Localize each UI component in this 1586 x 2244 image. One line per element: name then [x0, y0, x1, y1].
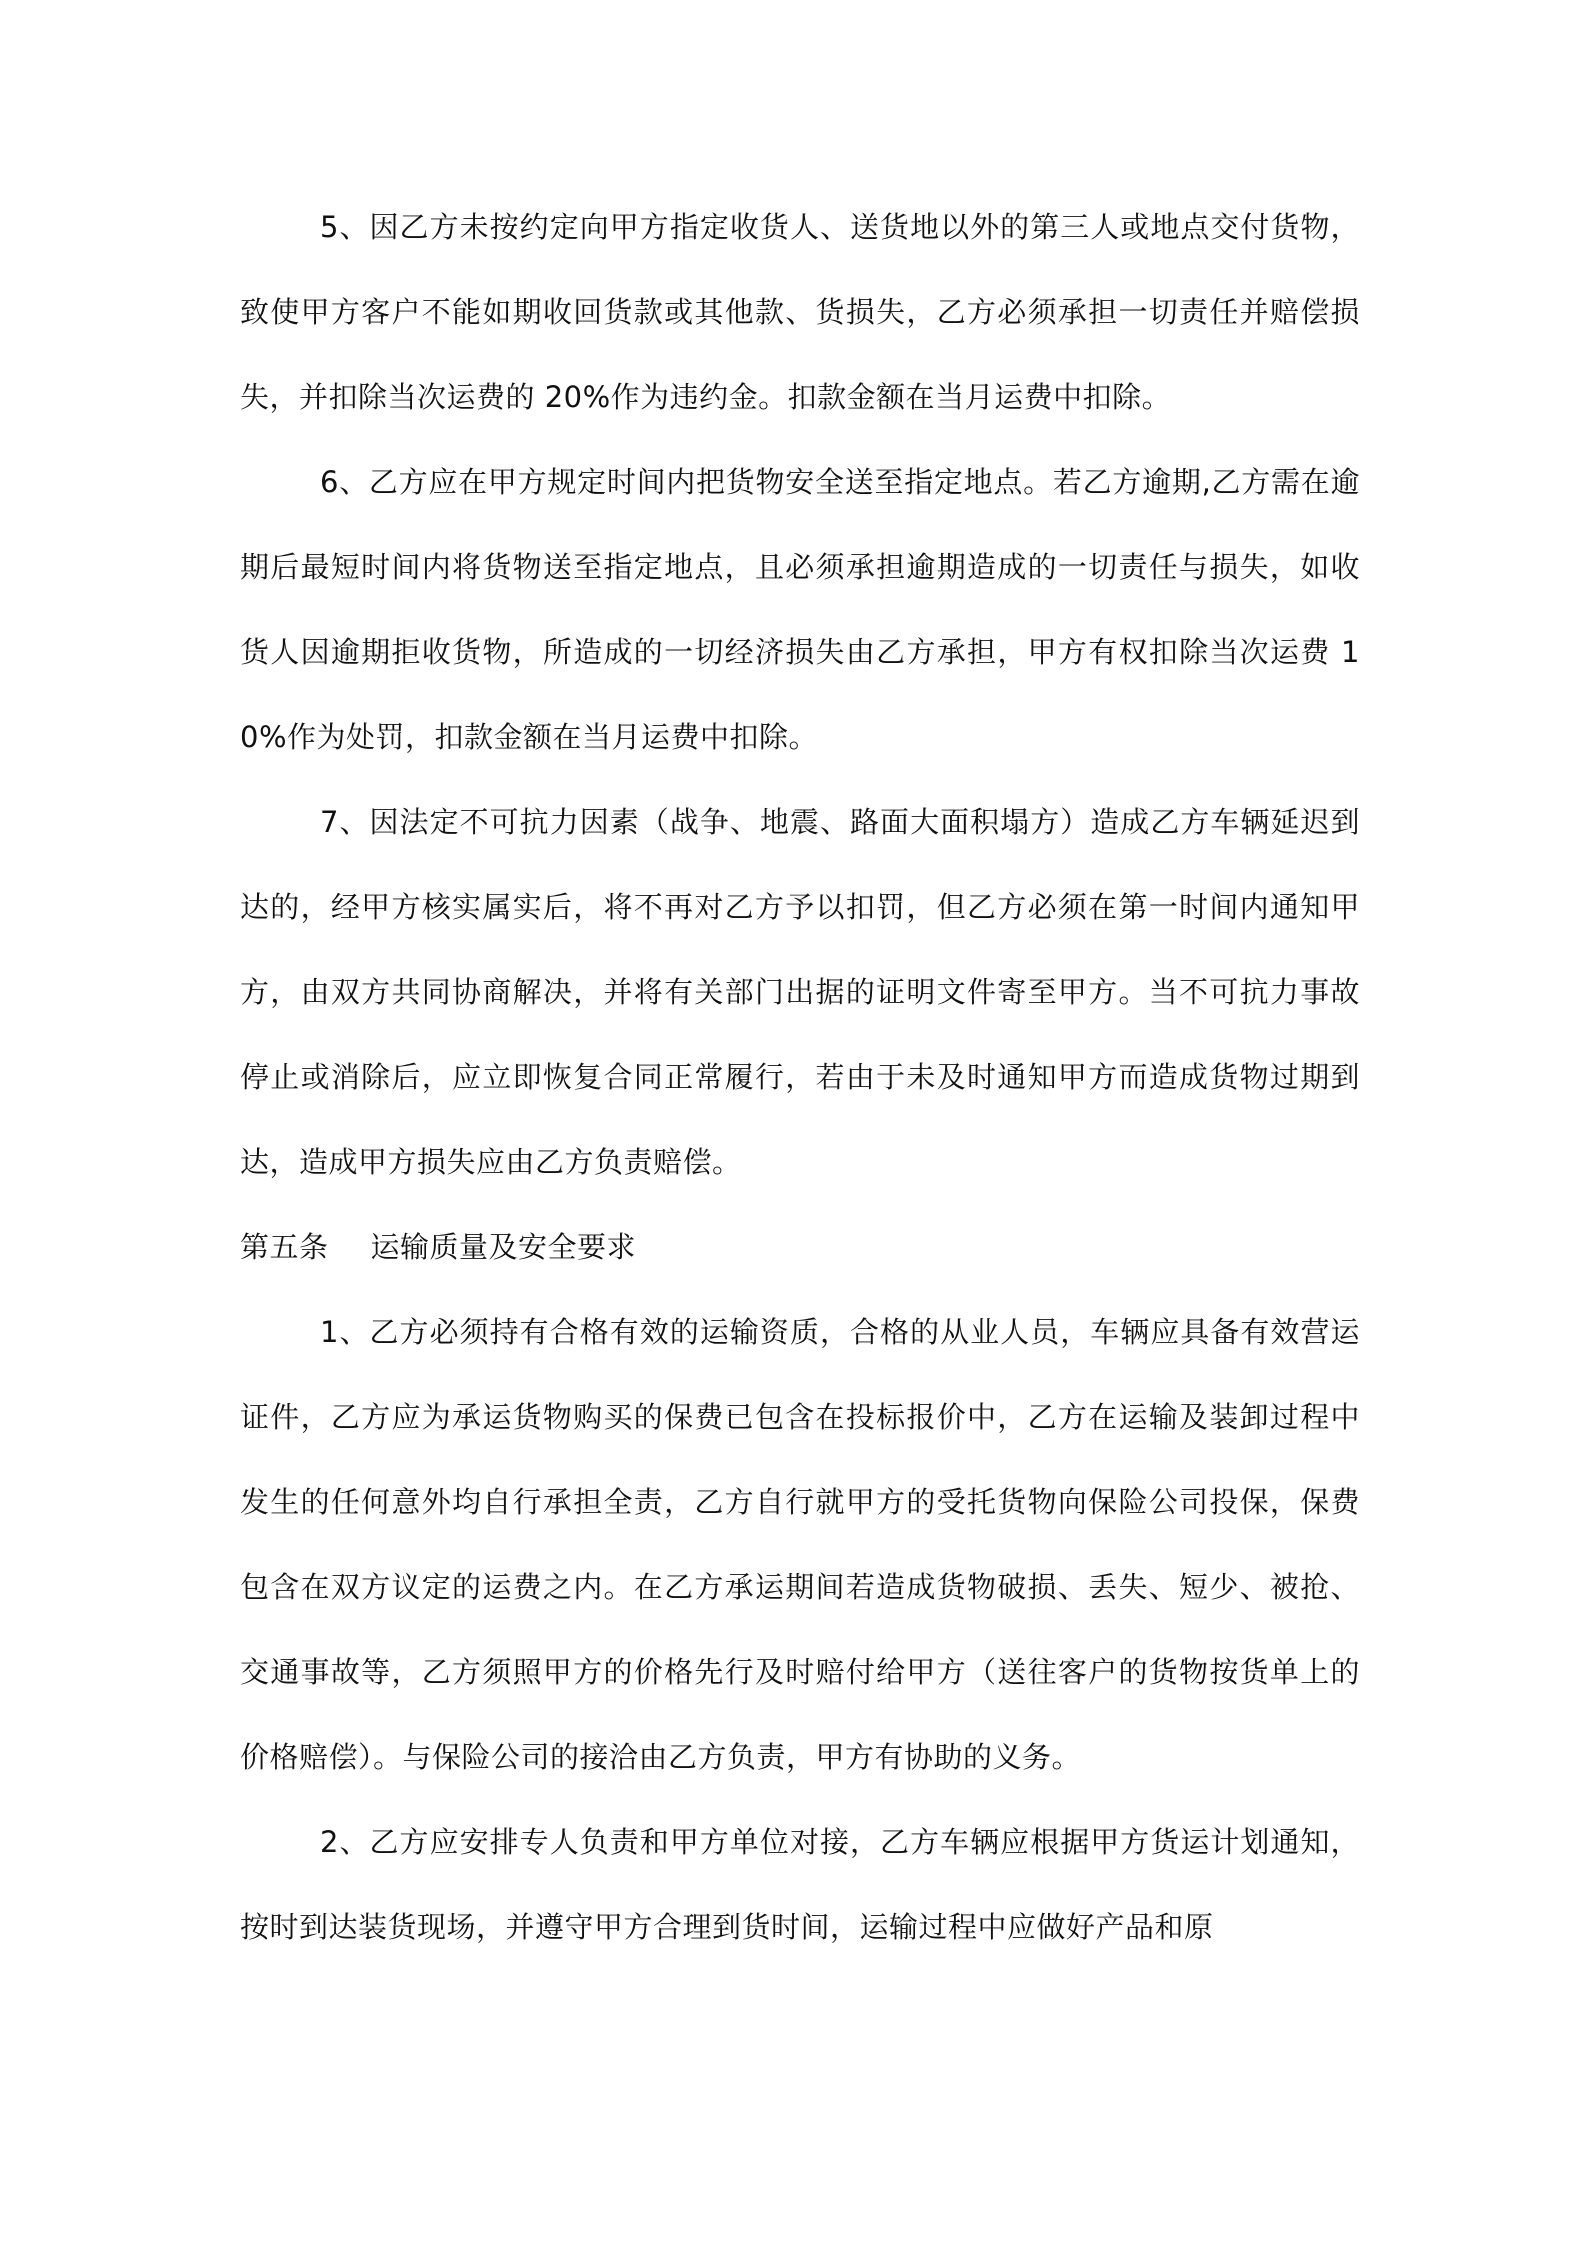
section-title: 运输质量及安全要求 — [370, 1230, 637, 1264]
clause-paragraph-6: 6、乙方应在甲方规定时间内把货物安全送至指定地点。若乙方逾期,乙方需在逾期后最短时间内将货物送至指定地点，且必须承担逾期造成的一切责任与损失，如收货人因逾期拒收货物，所造成的一切经济损失由乙方承担，甲方有权扣除当次运费 10%作为处罚，扣款金额在当月运费中扣除。 — [240, 465, 1360, 754]
clause-paragraph-7: 7、因法定不可抗力因素（战争、地震、路面大面积塌方）造成乙方车辆延迟到达的，经甲方核实属实后，将不再对乙方予以扣罚，但乙方必须在第一时间内通知甲方，由双方共同协商解决，并将有关部门出据的证明文件寄至甲方。当不可抗力事故停止或消除后，应立即恢复合同正常履行，若由于未及时通知甲方而造成货物过期到达，造成甲方损失应由乙方负责赔偿。 — [240, 805, 1360, 1179]
section-item-2: 2、乙方应安排专人负责和甲方单位对接，乙方车辆应根据甲方货运计划通知，按时到达装货现场，并遵守甲方合理到货时间，运输过程中应做好产品和原 — [240, 1825, 1360, 1944]
section-heading — [240, 1205, 1360, 1290]
section-item-1: 1、乙方必须持有合格有效的运输资质，合格的从业人员，车辆应具备有效营运证件，乙方应为承运货物购买的保费已包含在投标报价中，乙方在运输及装卸过程中发生的任何意外均自行承担全责，乙方自行就甲方的受托货物向保险公司投保，保费包含在双方议定的运费之内。在乙方承运期间若造成货物破损、丢失、短少、被抢、交通事故等，乙方须照甲方的价格先行及时赔付给甲方（送往客户的货物按货单上的价格赔偿）。与保险公司的接洽由乙方负责，甲方有协助的义务。 — [240, 1315, 1360, 1774]
document-body — [240, 185, 1360, 1970]
section-number: 第五条 — [240, 1230, 329, 1264]
clause-paragraph-5: 5、因乙方未按约定向甲方指定收货人、送货地以外的第三人或地点交付货物，致使甲方客户不能如期收回货款或其他款、货损失，乙方必须承担一切责任并赔偿损失，并扣除当次运费的 20%作为违约金。扣款金额在当月运费中扣除。 — [240, 210, 1360, 414]
